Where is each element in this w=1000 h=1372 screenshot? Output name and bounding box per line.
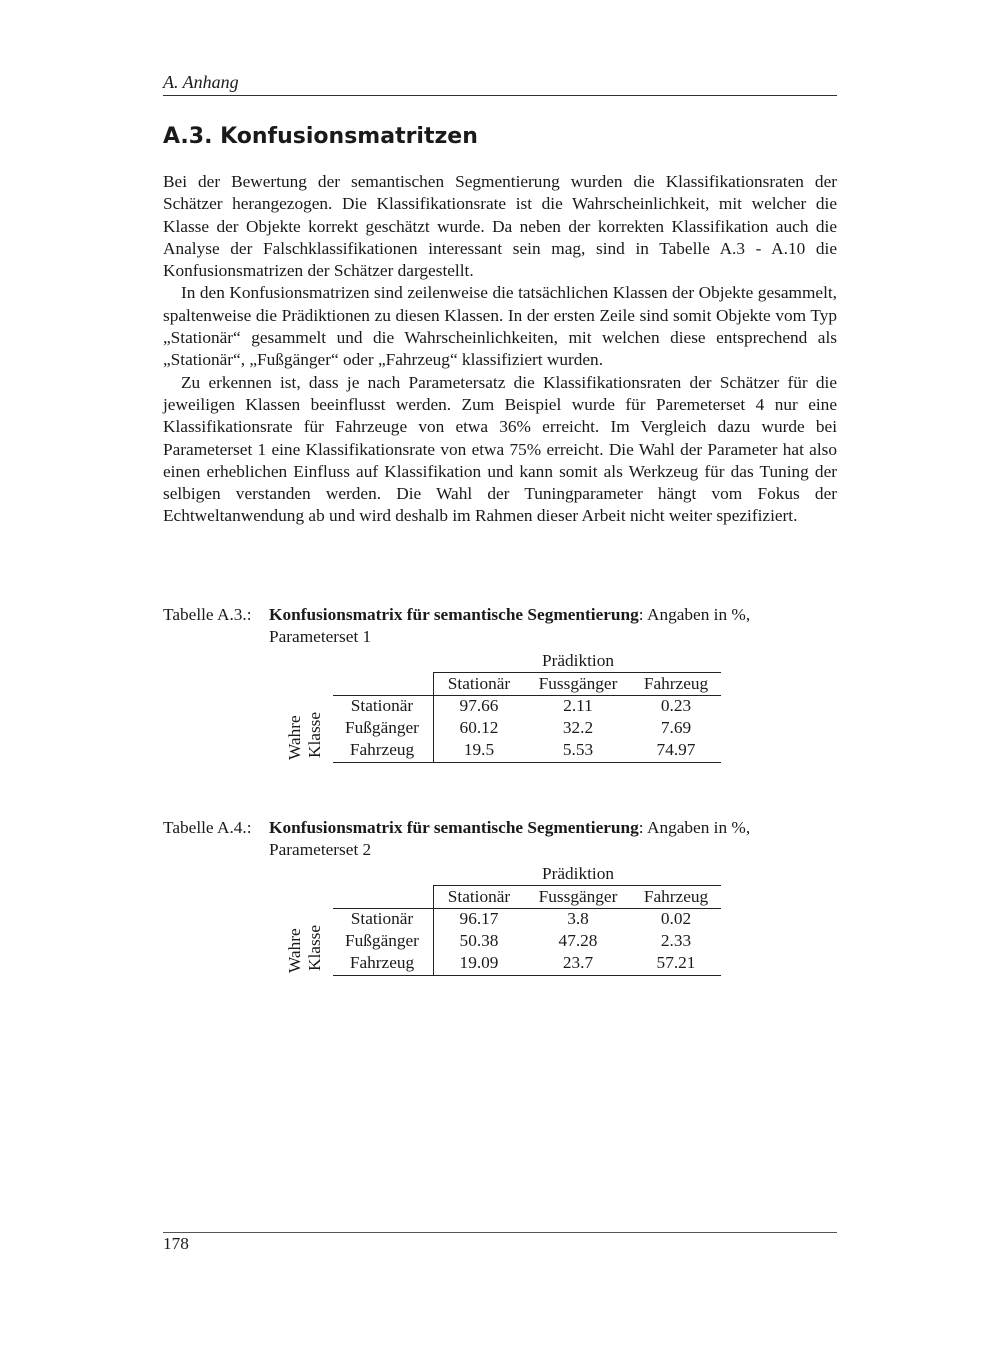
caption-detail: : Angaben in %, Parameterset 2: [269, 818, 751, 860]
table-cell: 60.12: [459, 718, 499, 737]
footer-rule: [163, 1232, 837, 1233]
table-cell: 5.53: [562, 740, 594, 759]
caption-detail: : Angaben in %, Parameterset 1: [269, 605, 751, 647]
table-cell: 97.66: [459, 696, 499, 715]
page-number: 178: [163, 1234, 189, 1253]
bottom-rule: [333, 762, 721, 763]
table-cell: 19.5: [463, 740, 495, 759]
table-cell: 3.8: [567, 909, 589, 928]
table-cell: 57.21: [656, 953, 696, 972]
table-cell: 2.11: [563, 696, 593, 715]
table-cell: 19.09: [459, 953, 499, 972]
group-header: Prädiktion: [541, 864, 614, 883]
table-cell: 74.97: [656, 740, 696, 759]
paragraph: Zu erkennen ist, dass je nach Parametersatz die Klassifikationsraten der Schätzer für die jeweiligen Klassen beeinflusst werden. Zum Beispiel wurde für Paremeterset 4 nur eine Klassifikationsrate für Fahrzeuge von etwa 36% erreicht. Im Vergleich dazu wurde bei Parameterset 1 eine Klassifikationsrate von etwa 75% erreicht. Die Wahl der Parameter hat also einen erheblichen Einfluss auf Klassifikation und kann somit als Werkzeug für das Tuning der selbigen verstanden werden. Die Wahl der Tuningparameter hängt vom Fokus der Echtweltanwendung ab und wird deshalb im Rahmen dieser Arbeit nicht weiter spezifiziert.: [163, 372, 837, 526]
row-label: Fahrzeug: [349, 953, 415, 972]
column-header: Fahrzeug: [643, 674, 709, 693]
group-header: Prädiktion: [541, 651, 614, 670]
table-cell: 96.17: [459, 909, 499, 928]
column-header: Fussgänger: [538, 674, 618, 693]
table-cell: 2.33: [660, 931, 692, 950]
row-label: Stationär: [350, 909, 414, 928]
table-caption: [163, 817, 843, 862]
running-header: A. Anhang: [163, 72, 837, 96]
table-cell: 0.23: [660, 696, 692, 715]
section-title: A.3. Konfusionsmatritzen: [163, 124, 478, 149]
paragraph: In den Konfusionsmatrizen sind zeilenweise die tatsächlichen Klassen der Objekte gesammelt, spaltenweise die Prädiktionen zu diesen Klassen. In der ersten Zeile sind somit Objekte vom Typ „Stationär“ gesammelt und die Wahrscheinlichkeiten, mit welchen diese entsprechend als „Stationär“, „Fußgänger“ oder „Fahrzeug“ klassifiziert wurden.: [163, 283, 837, 370]
column-header: Stationär: [447, 674, 511, 693]
table-cell: 50.38: [459, 931, 499, 950]
row-label: Fahrzeug: [349, 740, 415, 759]
table-cell: 23.7: [562, 953, 594, 972]
row-group-label: Wahre: [285, 928, 304, 973]
caption-title: Konfusionsmatrix für semantische Segmentierung: [269, 818, 639, 837]
confusion-matrix-table: [0, 863, 1000, 983]
paragraph: Bei der Bewertung der semantischen Segmentierung wurden die Klassifikationsraten der Schätzer herangezogen. Die Klassifikationsrate ist die Wahrscheinlichkeit, mit welcher die Klasse der Objekte korrekt geschätzt wurde. Da neben der korrekten Klassifikation auch die Analyse der Falschklassifikationen interessant sein mag, sind in Tabelle A.3 - A.10 die Konfusionsmatrizen der Schätzer dargestellt.: [163, 172, 837, 281]
caption-title: Konfusionsmatrix für semantische Segmentierung: [269, 605, 639, 624]
table-cell: 32.2: [562, 718, 594, 737]
table-cell: 0.02: [660, 909, 692, 928]
column-header: Fahrzeug: [643, 887, 709, 906]
column-header: Fussgänger: [538, 887, 618, 906]
row-group-label: Klasse: [305, 711, 324, 758]
row-group-label: Klasse: [305, 924, 324, 971]
table-cell: 47.28: [558, 931, 598, 950]
row-label: Stationär: [350, 696, 414, 715]
table-cell: 7.69: [660, 718, 692, 737]
table-caption: [163, 604, 843, 649]
row-label: Fußgänger: [345, 931, 419, 950]
confusion-matrix-table: [0, 650, 1000, 770]
table-label: Tabelle A.3.:: [163, 605, 252, 624]
body-text: [163, 171, 837, 528]
row-group-label: Wahre: [285, 715, 304, 760]
table-label: Tabelle A.4.:: [163, 818, 252, 837]
row-label: Fußgänger: [345, 718, 419, 737]
bottom-rule: [333, 975, 721, 976]
column-header: Stationär: [447, 887, 511, 906]
